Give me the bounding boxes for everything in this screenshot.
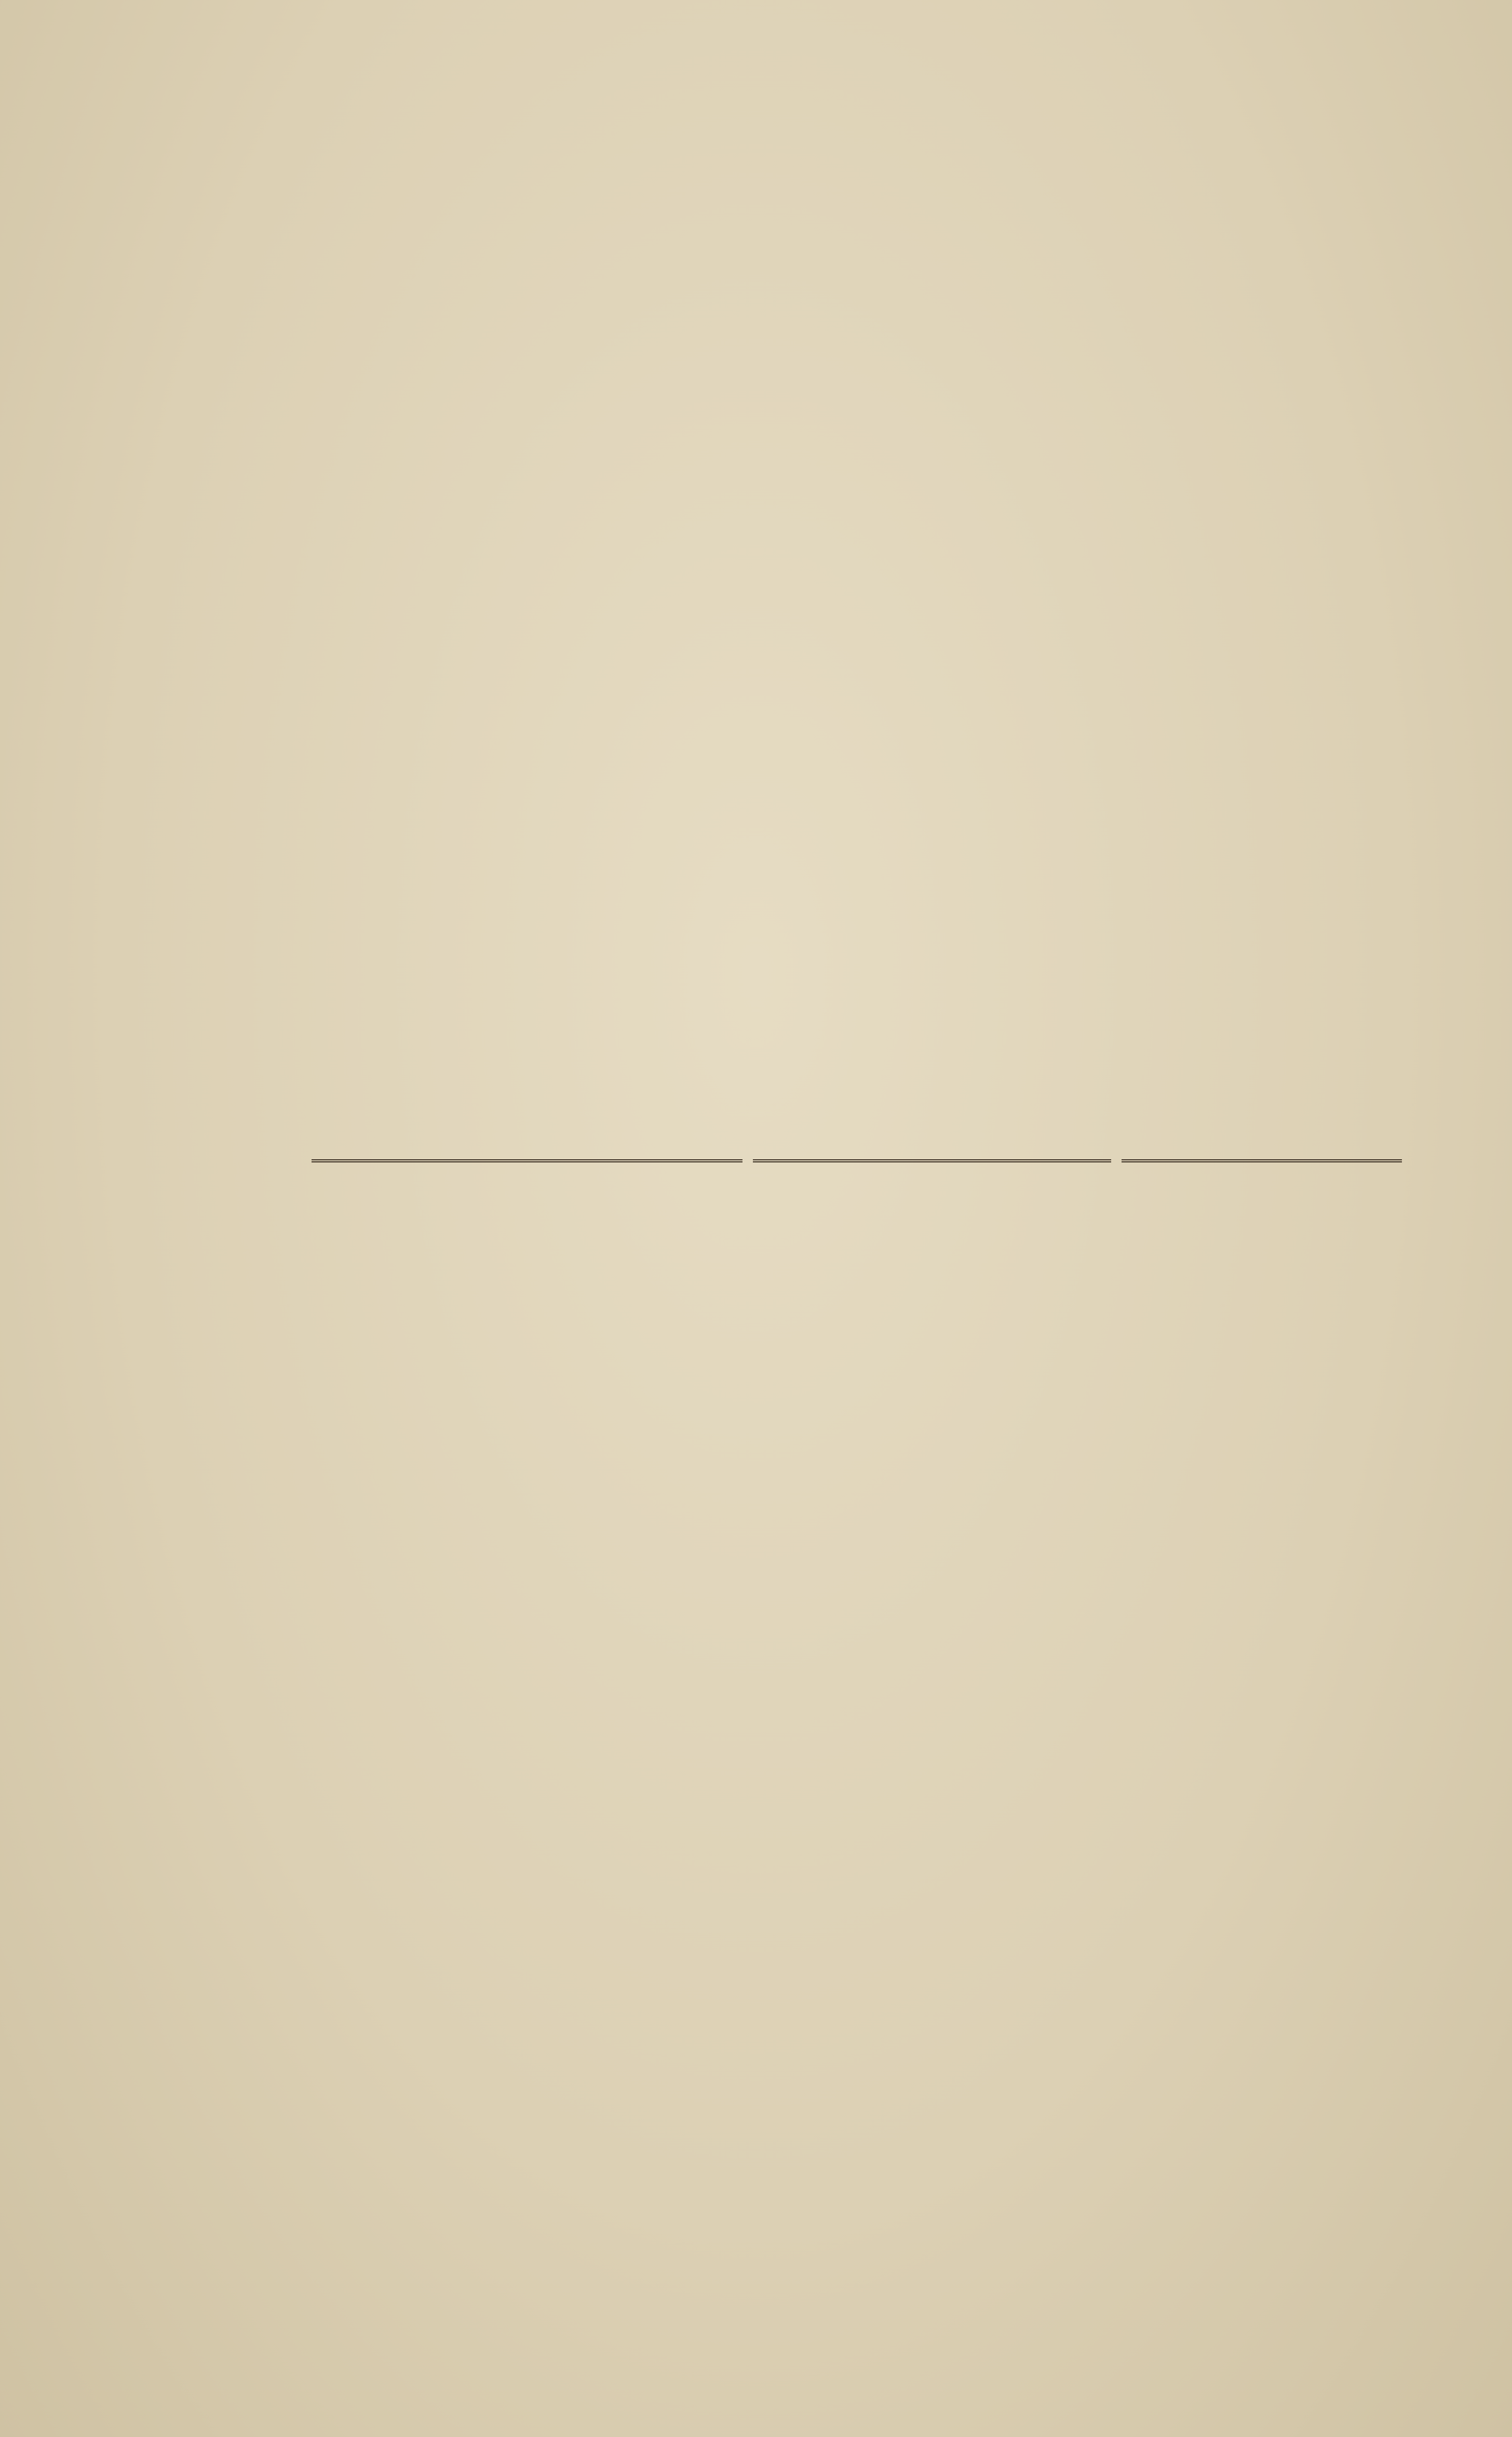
page-header <box>300 100 1442 157</box>
divider-rule <box>753 1159 1111 1162</box>
divider-rule <box>1122 1159 1402 1162</box>
divider-rule <box>312 1159 743 1162</box>
